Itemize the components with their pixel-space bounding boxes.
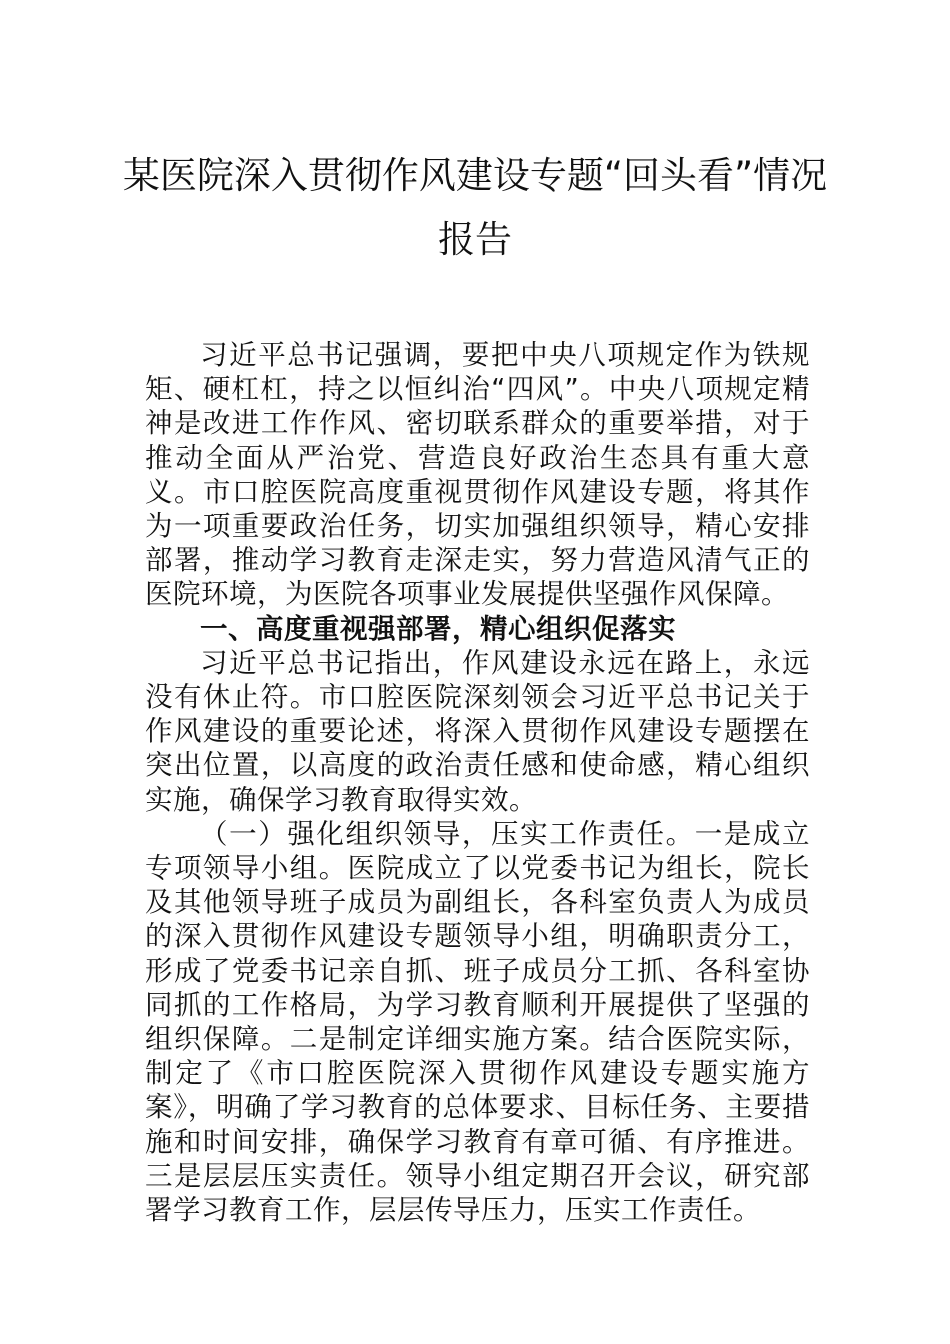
document-body xyxy=(145,338,810,1227)
document-title-line-1: 某医院深入贯彻作风建设专题“回头看”情况 xyxy=(122,154,828,197)
section-paragraph: 习近平总书记指出，作风建设永远在路上，永远没有休止符。市口腔医院深刻领会习近平总书记关于作风建设的重要论述，将深入贯彻作风建设专题摆在突出位置，以高度的政治责任感和使命感，精心组织实施，确保学习教育取得实效。 xyxy=(145,646,810,816)
subsection-paragraph: （一）强化组织领导，压实工作责任。一是成立专项领导小组。医院成立了以党委书记为组长，院长及其他领导班子成员为副组长，各科室负责人为成员的深入贯彻作风建设专题领导小组，明确职责分工，形成了党委书记亲自抓、班子成员分工抓、各科室协同抓的工作格局，为学习教育顺利开展提供了坚强的组织保障。二是制定详细实施方案。结合医院实际，制定了《市口腔医院深入贯彻作风建设专题实施方案》，明确了学习教育的总体要求、目标任务、主要措施和时间安排，确保学习教育有章可循、有序推进。三是层层压实责任。领导小组定期召开会议，研究部署学习教育工作，层层传导压力，压实工作责任。 xyxy=(145,817,810,1227)
intro-paragraph: 习近平总书记强调，要把中央八项规定作为铁规矩、硬杠杠，持之以恒纠治“四风”。中央八项规定精神是改进工作作风、密切联系群众的重要举措，对于推动全面从严治党、营造良好政治生态具有重大意义。市口腔医院高度重视贯彻作风建设专题，将其作为一项重要政治任务，切实加强组织领导，精心安排部署，推动学习教育走深走实，努力营造风清气正的医院环境，为医院各项事业发展提供坚强作风保障。 xyxy=(145,339,810,611)
document-title-line-2: 报告 xyxy=(438,218,512,261)
section-heading: 一、高度重视强部署，精心组织促落实 xyxy=(200,612,676,645)
